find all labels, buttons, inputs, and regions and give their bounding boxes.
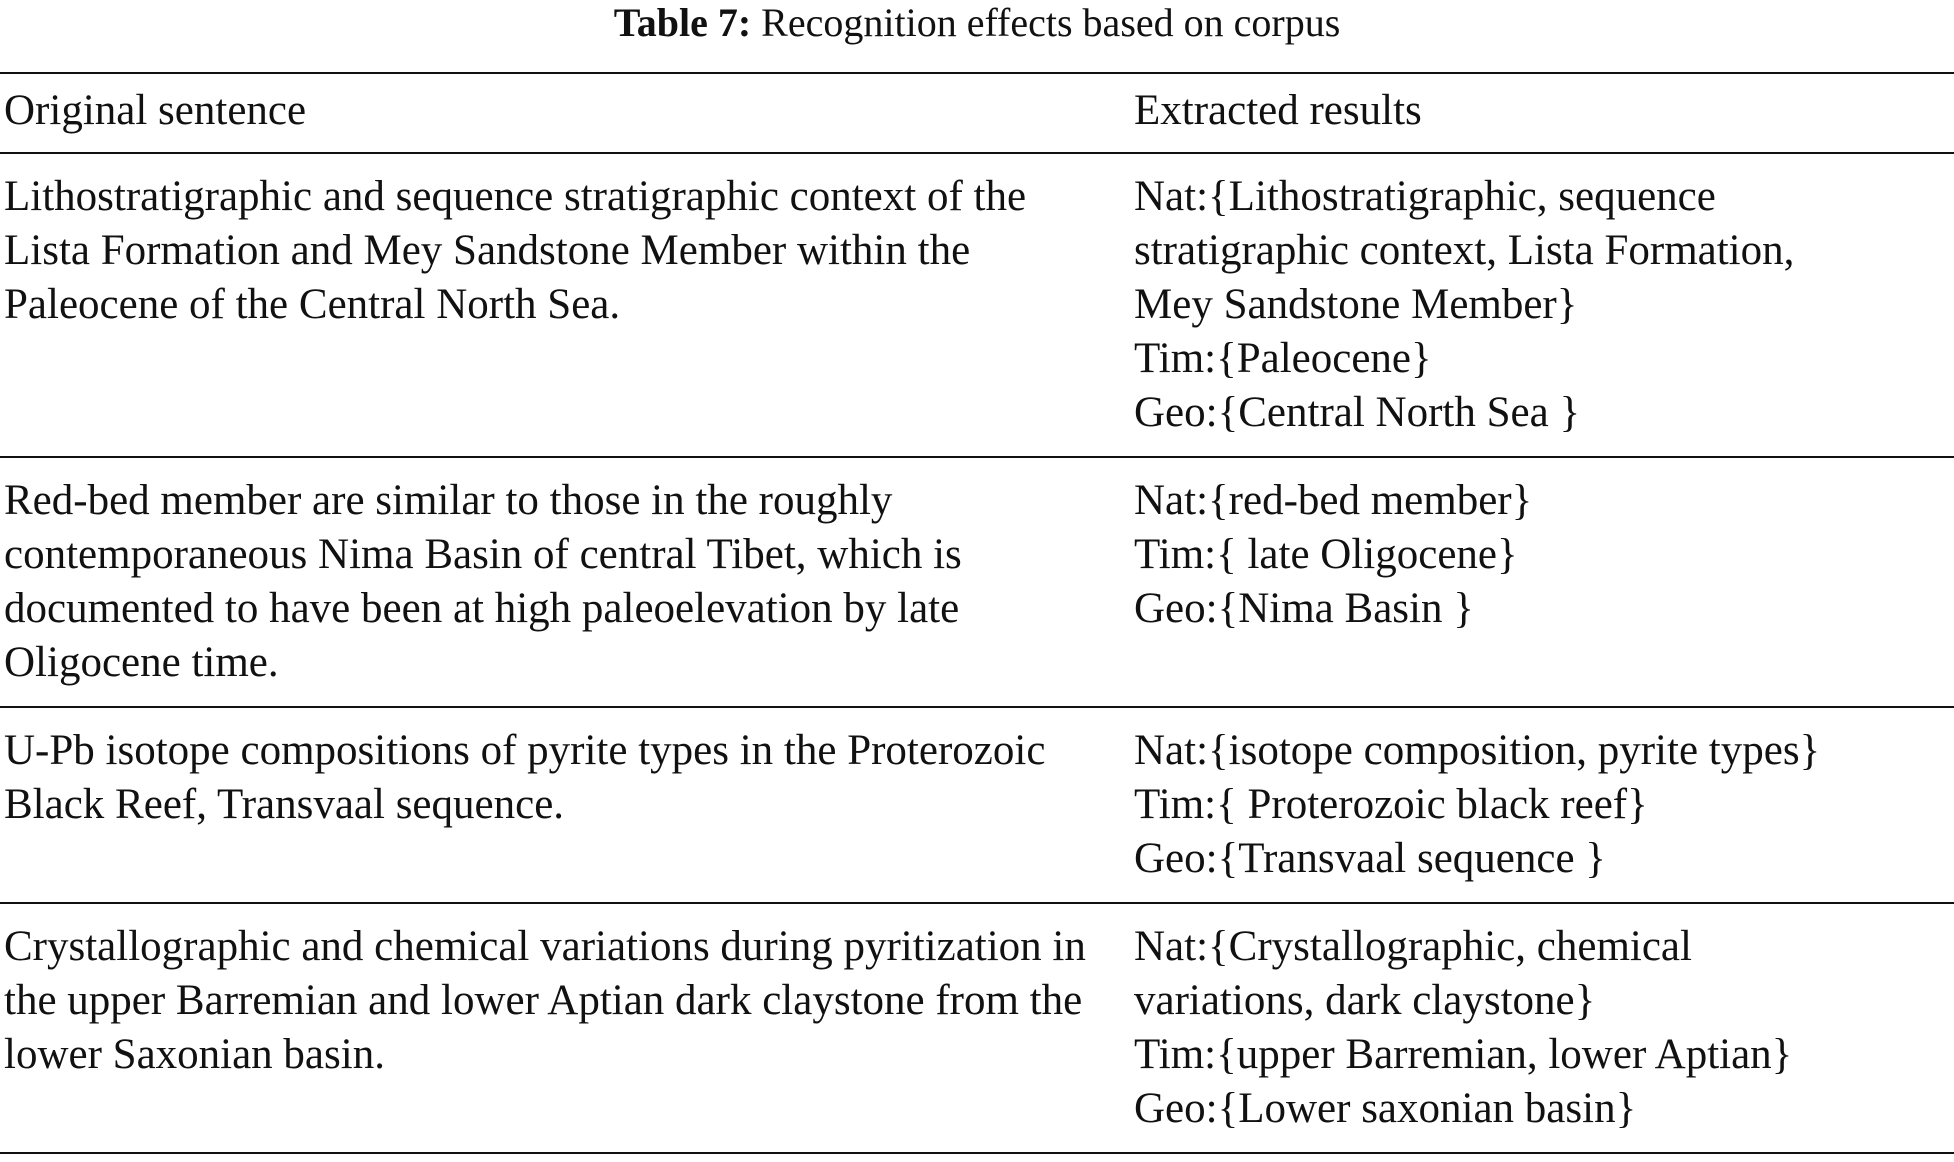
original-sentence-text: Lithostratigraphic and sequence stratigraphic context of the Lista Formation and Mey Sandstone Member within the Paleocene of the Central North Sea. — [4, 173, 1027, 328]
original-sentence-cell — [0, 153, 1134, 457]
extracted-result-line: Nat:{Crystallographic, chemical — [1134, 923, 1692, 970]
extracted-result-line: Tim:{Paleocene} — [1134, 335, 1432, 382]
table-row — [0, 153, 1954, 457]
extracted-result-line: Geo:{Transvaal sequence } — [1134, 835, 1606, 882]
original-sentence-text: Crystallographic and chemical variations during pyritization in the upper Barremian and lower Aptian dark claystone from the lower Saxonian basin. — [4, 923, 1086, 1078]
extracted-result-line: Mey Sandstone Member} — [1134, 281, 1578, 328]
table-row — [0, 903, 1954, 1153]
extracted-results-cell — [1134, 153, 1954, 457]
extracted-result-line: Tim:{ Proterozoic black reef} — [1134, 781, 1648, 828]
original-sentence-text: Red-bed member are similar to those in the roughly contemporaneous Nima Basin of central Tibet, which is documented to have been at high paleoelevation by late Oligocene time. — [4, 477, 962, 686]
table-caption-label: Table 7: — [613, 0, 752, 45]
extracted-result-line: Nat:{red-bed member} — [1134, 477, 1533, 524]
table-caption — [0, 0, 1954, 46]
extracted-result-line: Geo:{Central North Sea } — [1134, 389, 1581, 436]
extracted-result-line: Geo:{Nima Basin } — [1134, 585, 1474, 632]
extracted-results-cell — [1134, 707, 1954, 903]
table-caption-title: Recognition effects based on corpus — [761, 0, 1341, 45]
column-header-original-sentence: Original sentence — [0, 73, 1134, 153]
extracted-result-line: Nat:{Lithostratigraphic, sequence — [1134, 173, 1716, 220]
extracted-result-line: Tim:{upper Barremian, lower Aptian} — [1134, 1031, 1793, 1078]
extracted-result-line: Geo:{Lower saxonian basin} — [1134, 1085, 1637, 1132]
extracted-result-line: Nat:{isotope composition, pyrite types} — [1134, 727, 1821, 774]
table-row — [0, 707, 1954, 903]
extracted-result-line: variations, dark claystone} — [1134, 977, 1596, 1024]
original-sentence-cell — [0, 903, 1134, 1153]
extracted-result-line: Tim:{ late Oligocene} — [1134, 531, 1518, 578]
extracted-results-cell — [1134, 903, 1954, 1153]
original-sentence-cell — [0, 457, 1134, 707]
column-header-extracted-results: Extracted results — [1134, 73, 1954, 153]
table-header — [0, 73, 1954, 153]
table-row — [0, 457, 1954, 707]
table-header-row — [0, 73, 1954, 153]
extracted-result-line: stratigraphic context, Lista Formation, — [1134, 227, 1795, 274]
original-sentence-text: U-Pb isotope compositions of pyrite types in the Proterozoic Black Reef, Transvaal sequence. — [4, 727, 1046, 828]
table-body — [0, 153, 1954, 1153]
original-sentence-cell — [0, 707, 1134, 903]
extracted-results-cell — [1134, 457, 1954, 707]
results-table — [0, 72, 1954, 1154]
